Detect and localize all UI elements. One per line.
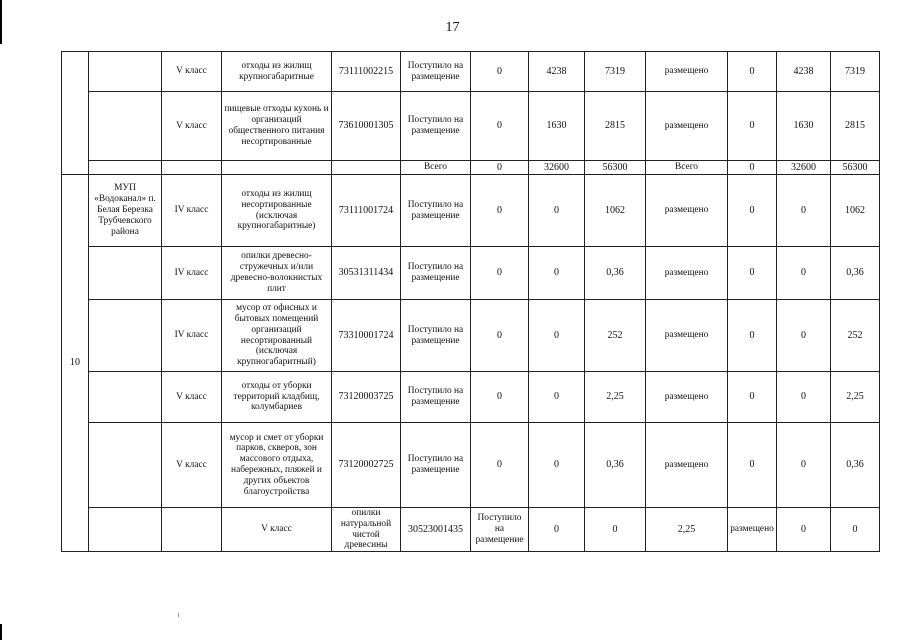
fkko-code-cell: 73310001724 [332, 300, 401, 372]
placement-cell: размещено [728, 508, 777, 552]
hazard-class-cell: IV класс [162, 300, 222, 372]
empty-org-cell [89, 372, 162, 423]
value-cell: 0 [529, 508, 585, 552]
value-cell: 0 [728, 175, 777, 247]
status-cell: Поступило на размещение [401, 52, 471, 92]
value-cell: 2815 [585, 92, 646, 161]
total-label-cell: Всего [401, 161, 471, 175]
value-cell: 2815 [831, 92, 880, 161]
empty-org-cell [89, 92, 162, 161]
value-cell: 1630 [529, 92, 585, 161]
value-cell: 0,36 [585, 247, 646, 300]
waste-name-cell: отходы от уборки территорий кладбищ, колумбариев [222, 372, 332, 423]
empty-org-cell [89, 247, 162, 300]
value-cell: 0 [529, 175, 585, 247]
value-cell: 0 [471, 247, 529, 300]
value-cell: 0 [728, 52, 777, 92]
fkko-code-cell: 73120003725 [332, 372, 401, 423]
value-cell: 0 [728, 92, 777, 161]
value-cell: 0 [777, 300, 831, 372]
value-cell: 0 [471, 92, 529, 161]
total-row [62, 161, 880, 175]
table-row [62, 300, 880, 372]
total-label-cell: Всего [646, 161, 728, 175]
waste-name-cell: мусор и смет от уборки парков, скверов, зон массового отдыха, набережных, пляжей и других объектов благоустройства [222, 423, 332, 508]
value-cell: 0 [777, 175, 831, 247]
hazard-class-cell: V класс [162, 423, 222, 508]
placement-cell: размещено [646, 300, 728, 372]
value-cell: 2,25 [585, 372, 646, 423]
fkko-code-cell: 73111001724 [332, 175, 401, 247]
status-cell: Поступило на размещение [401, 423, 471, 508]
value-cell: 0 [529, 372, 585, 423]
value-cell: 0,36 [585, 423, 646, 508]
value-cell: 0 [777, 372, 831, 423]
empty-cell [332, 161, 401, 175]
waste-table [61, 51, 880, 552]
organization-cell: МУП «Водоканал» п. Белая Березка Трубчевского района [89, 175, 162, 247]
row-number-cell: 10 [62, 175, 89, 552]
value-cell: 252 [585, 300, 646, 372]
total-value-cell: 0 [728, 161, 777, 175]
empty-org-cell [89, 300, 162, 372]
table-row [62, 247, 880, 300]
value-cell: 0,36 [831, 423, 880, 508]
placement-cell: размещено [646, 247, 728, 300]
value-cell: 252 [831, 300, 880, 372]
value-cell: 0,36 [831, 247, 880, 300]
status-cell: Поступило на размещение [401, 300, 471, 372]
placement-cell: размещено [646, 423, 728, 508]
value-cell: 2,25 [831, 372, 880, 423]
placement-cell: размещено [646, 92, 728, 161]
status-cell: Поступило на размещение [401, 92, 471, 161]
value-cell: 0 [585, 508, 646, 552]
value-cell: 0 [529, 300, 585, 372]
empty-number-cell [62, 52, 89, 175]
table-row [62, 372, 880, 423]
status-cell: Поступило на размещение [401, 247, 471, 300]
hazard-class-cell: V класс [162, 92, 222, 161]
fkko-code-cell: 73111002215 [332, 52, 401, 92]
value-cell: 7319 [831, 52, 880, 92]
value-cell: 0 [728, 372, 777, 423]
value-cell: 0 [471, 52, 529, 92]
empty-cell [162, 161, 222, 175]
total-value-cell: 56300 [831, 161, 880, 175]
placement-cell: размещено [646, 175, 728, 247]
status-cell: Поступило на размещение [471, 508, 529, 552]
value-cell: 0 [728, 300, 777, 372]
total-value-cell: 0 [471, 161, 529, 175]
value-cell: 0 [777, 508, 831, 552]
value-cell: 1062 [831, 175, 880, 247]
hazard-class-cell: IV класс [162, 175, 222, 247]
scan-mark [178, 613, 179, 617]
value-cell: 0 [471, 372, 529, 423]
waste-name-cell: отходы из жилищ несортированные (исключая крупногабаритные) [222, 175, 332, 247]
value-cell: 0 [529, 247, 585, 300]
empty-org-cell [89, 161, 162, 175]
waste-name-cell: отходы из жилищ крупногабаритные [222, 52, 332, 92]
empty-cell [222, 161, 332, 175]
table-row [62, 423, 880, 508]
value-cell: 7319 [585, 52, 646, 92]
table-row [62, 508, 880, 552]
value-cell: 0 [728, 423, 777, 508]
total-value-cell: 32600 [529, 161, 585, 175]
waste-name-cell: опилки натуральной чистой древесины [332, 508, 401, 552]
table-row [62, 92, 880, 161]
page-number: 17 [445, 20, 460, 35]
value-cell: 0 [728, 247, 777, 300]
value-cell: 4238 [529, 52, 585, 92]
value-cell: 0 [471, 175, 529, 247]
empty-org-cell [162, 508, 222, 552]
table-row [62, 175, 880, 247]
hazard-class-cell: V класс [222, 508, 332, 552]
value-cell: 0 [831, 508, 880, 552]
value-cell: 4238 [777, 52, 831, 92]
waste-name-cell: мусор от офисных и бытовых помещений организаций несортированный (исключая крупногабаритный) [222, 300, 332, 372]
fkko-code-cell: 73610001305 [332, 92, 401, 161]
fkko-code-cell: 30531311434 [332, 247, 401, 300]
value-cell: 0 [471, 423, 529, 508]
placement-cell: размещено [646, 52, 728, 92]
total-value-cell: 32600 [777, 161, 831, 175]
empty-org-cell [89, 52, 162, 92]
fkko-code-cell: 30523001435 [401, 508, 471, 552]
hazard-class-cell: V класс [162, 372, 222, 423]
waste-name-cell: пищевые отходы кухонь и организаций общественного питания несортированные [222, 92, 332, 161]
status-cell: Поступило на размещение [401, 372, 471, 423]
value-cell: 0 [529, 423, 585, 508]
status-cell: Поступило на размещение [401, 175, 471, 247]
hazard-class-cell: V класс [162, 52, 222, 92]
value-cell: 1630 [777, 92, 831, 161]
fkko-code-cell: 73120002725 [332, 423, 401, 508]
table-row [62, 52, 880, 92]
value-cell: 2,25 [646, 508, 728, 552]
value-cell: 1062 [585, 175, 646, 247]
empty-org-cell [89, 423, 162, 508]
left-margin-bar-bottom [0, 624, 2, 640]
value-cell: 0 [777, 423, 831, 508]
empty-number-cell [89, 508, 162, 552]
total-value-cell: 56300 [585, 161, 646, 175]
hazard-class-cell: IV класс [162, 247, 222, 300]
value-cell: 0 [777, 247, 831, 300]
placement-cell: размещено [646, 372, 728, 423]
value-cell: 0 [471, 300, 529, 372]
waste-name-cell: опилки древесно-стружечных и/или древесно-волокнистых плит [222, 247, 332, 300]
